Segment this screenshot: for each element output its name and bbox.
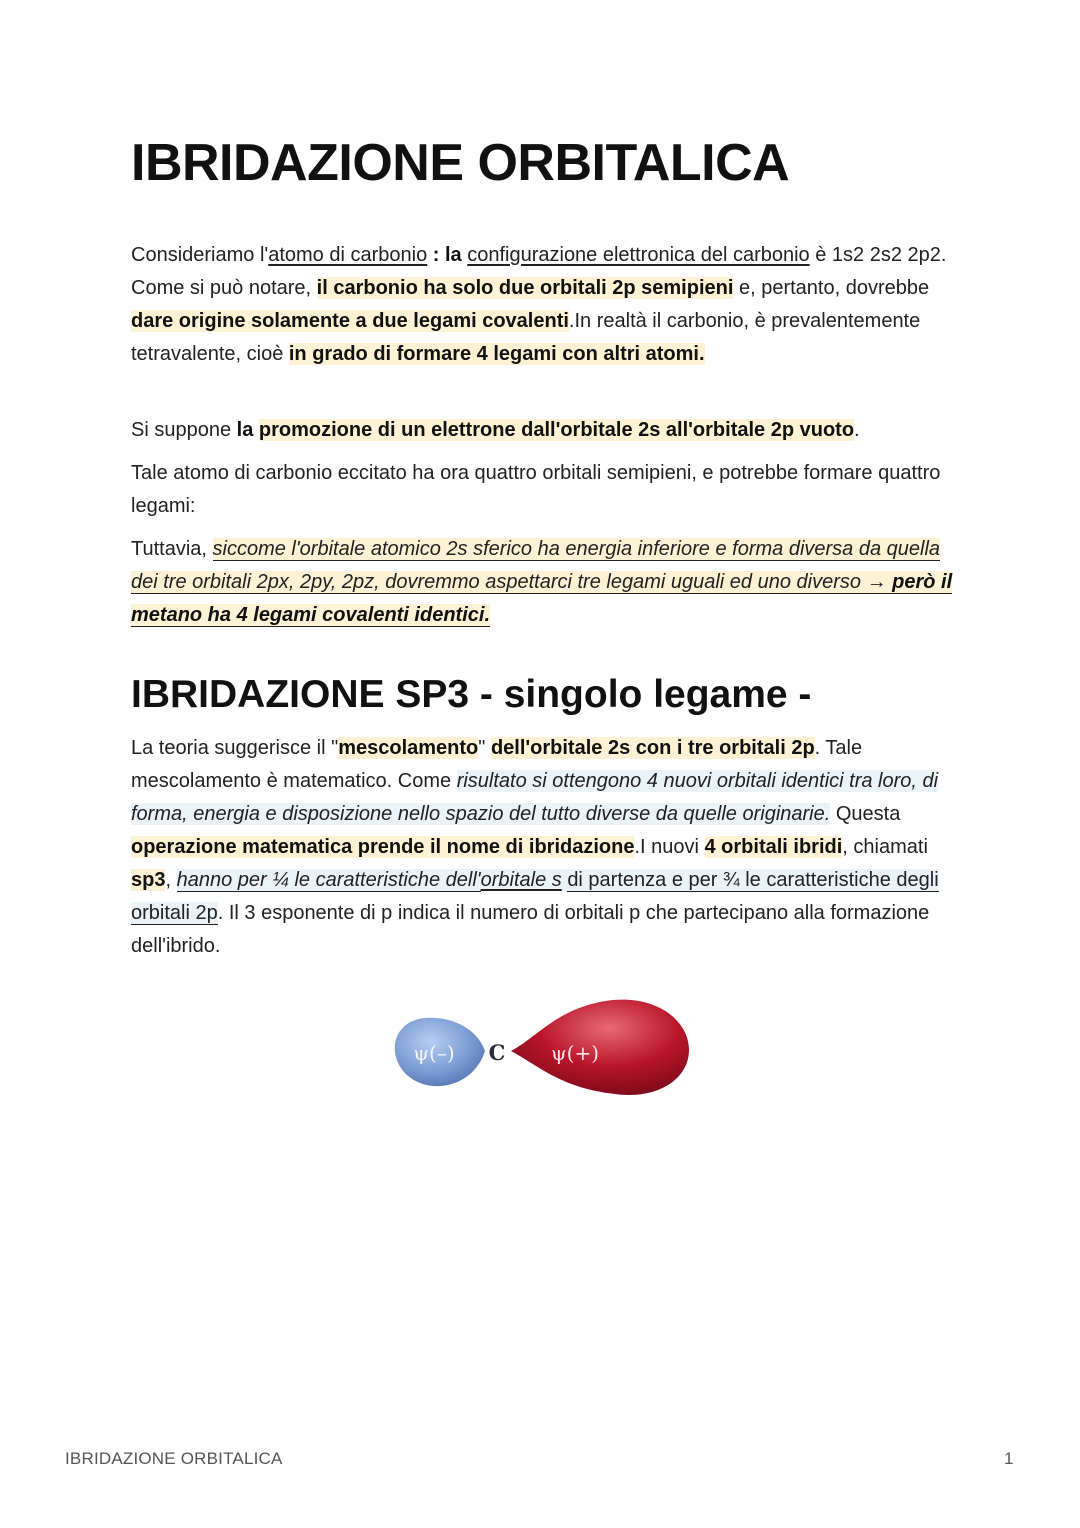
paragraph-methane	[131, 533, 961, 632]
text-span: : la	[427, 244, 468, 266]
italic-characteristics-text: hanno per ¼ le caratteristiche dell'	[176, 869, 481, 891]
text-span: "	[478, 737, 491, 759]
text-span: e, pertanto, dovrebbe	[733, 277, 930, 299]
highlight-hybrid-orbitals: 4 orbitali ibridi	[704, 836, 843, 858]
text-span: . Tale mescolamento è matematico. Come	[131, 737, 863, 792]
carbon-label: C	[488, 1040, 506, 1065]
sp3-orbital-figure	[389, 996, 695, 1096]
link-atomo-di-carbonio: atomo di carbonio	[268, 244, 428, 266]
sp3-orbital-illustration	[389, 996, 695, 1096]
highlight-two-orbitals: il carbonio ha solo due orbitali 2p semipieni	[316, 277, 734, 299]
italic-result-text: risultato si ottengono 4 nuovi orbitali identici tra loro, di forma, energia e disposizione nello spazio del tutto diverse da quelle originarie.	[131, 770, 939, 825]
highlight-two-bonds: dare origine solamente a due legami covalenti	[131, 310, 569, 332]
section-title-sp3: IBRIDAZIONE SP3 - singolo legame -	[131, 673, 812, 716]
text-span: Si suppone	[131, 419, 237, 441]
highlight-ibridazione: operazione matematica prende il nome di ibridazione	[131, 836, 635, 858]
underlined-partenza-text: di partenza e per ¾ le caratteristiche degli orbitali 2p	[131, 869, 939, 924]
link-configurazione-elettronica: configurazione elettronica del carbonio	[467, 244, 810, 266]
page-title: IBRIDAZIONE ORBITALICA	[131, 134, 790, 192]
text-span: Tale atomo di carbonio eccitato ha ora quattro orbitali semipieni, e potrebbe formare quattro legami:	[131, 462, 941, 517]
text-span: La teoria suggerisce il "	[131, 737, 339, 759]
text-span: .	[854, 419, 860, 441]
page-number: 1	[1004, 1449, 1014, 1468]
paragraph-excited-atom	[131, 457, 961, 523]
text-span: . Il 3 esponente di p indica il numero di orbitali p che partecipano alla formazione dell'ibrido.	[131, 902, 930, 957]
text-span: la	[236, 419, 259, 441]
text-span: ,	[165, 869, 177, 891]
highlight-promotion: promozione di un elettrone dall'orbitale 2s all'orbitale 2p vuoto	[258, 419, 855, 441]
paragraph-sp3-theory	[131, 732, 961, 963]
footer-title: IBRIDAZIONE ORBITALICA	[65, 1449, 283, 1468]
text-span: .In realtà il carbonio, è prevalentemente tetravalente, cioè	[131, 310, 921, 365]
highlight-sp3: sp3	[131, 869, 166, 891]
small-lobe-label: ψ(–)	[413, 1041, 455, 1065]
text-span: Consideriamo l'	[131, 244, 269, 266]
paragraph-carbon-configuration	[131, 239, 961, 371]
highlight-orbital-mixing: dell'orbitale 2s con i tre orbitali 2p	[490, 737, 815, 759]
large-lobe	[511, 1000, 689, 1095]
highlight-methane-bonds: però il metano ha 4 legami covalenti identici.	[131, 571, 953, 626]
text-span: Questa	[830, 803, 901, 825]
text-span: .I nuovi	[634, 836, 705, 858]
text-span: Tuttavia,	[131, 538, 213, 560]
underlined-italic-text: siccome l'orbitale atomico 2s sferico ha energia inferiore e forma diversa da quella dei tre orbitali 2px, 2py, 2pz, dovremmo aspettarci tre legami uguali ed uno diverso →	[131, 538, 941, 593]
paragraph-promotion	[131, 414, 961, 447]
highlight-mescolamento: mescolamento	[338, 737, 479, 759]
large-lobe-label: ψ(+)	[550, 1041, 600, 1065]
highlight-four-bonds: in grado di formare 4 legami con altri atomi.	[288, 343, 705, 365]
text-span: è 1s2 2s2 2p2. Come si può notare,	[131, 244, 947, 299]
underlined-orbitale-s: orbitale s	[480, 869, 562, 891]
text-span: , chiamati	[842, 836, 928, 858]
